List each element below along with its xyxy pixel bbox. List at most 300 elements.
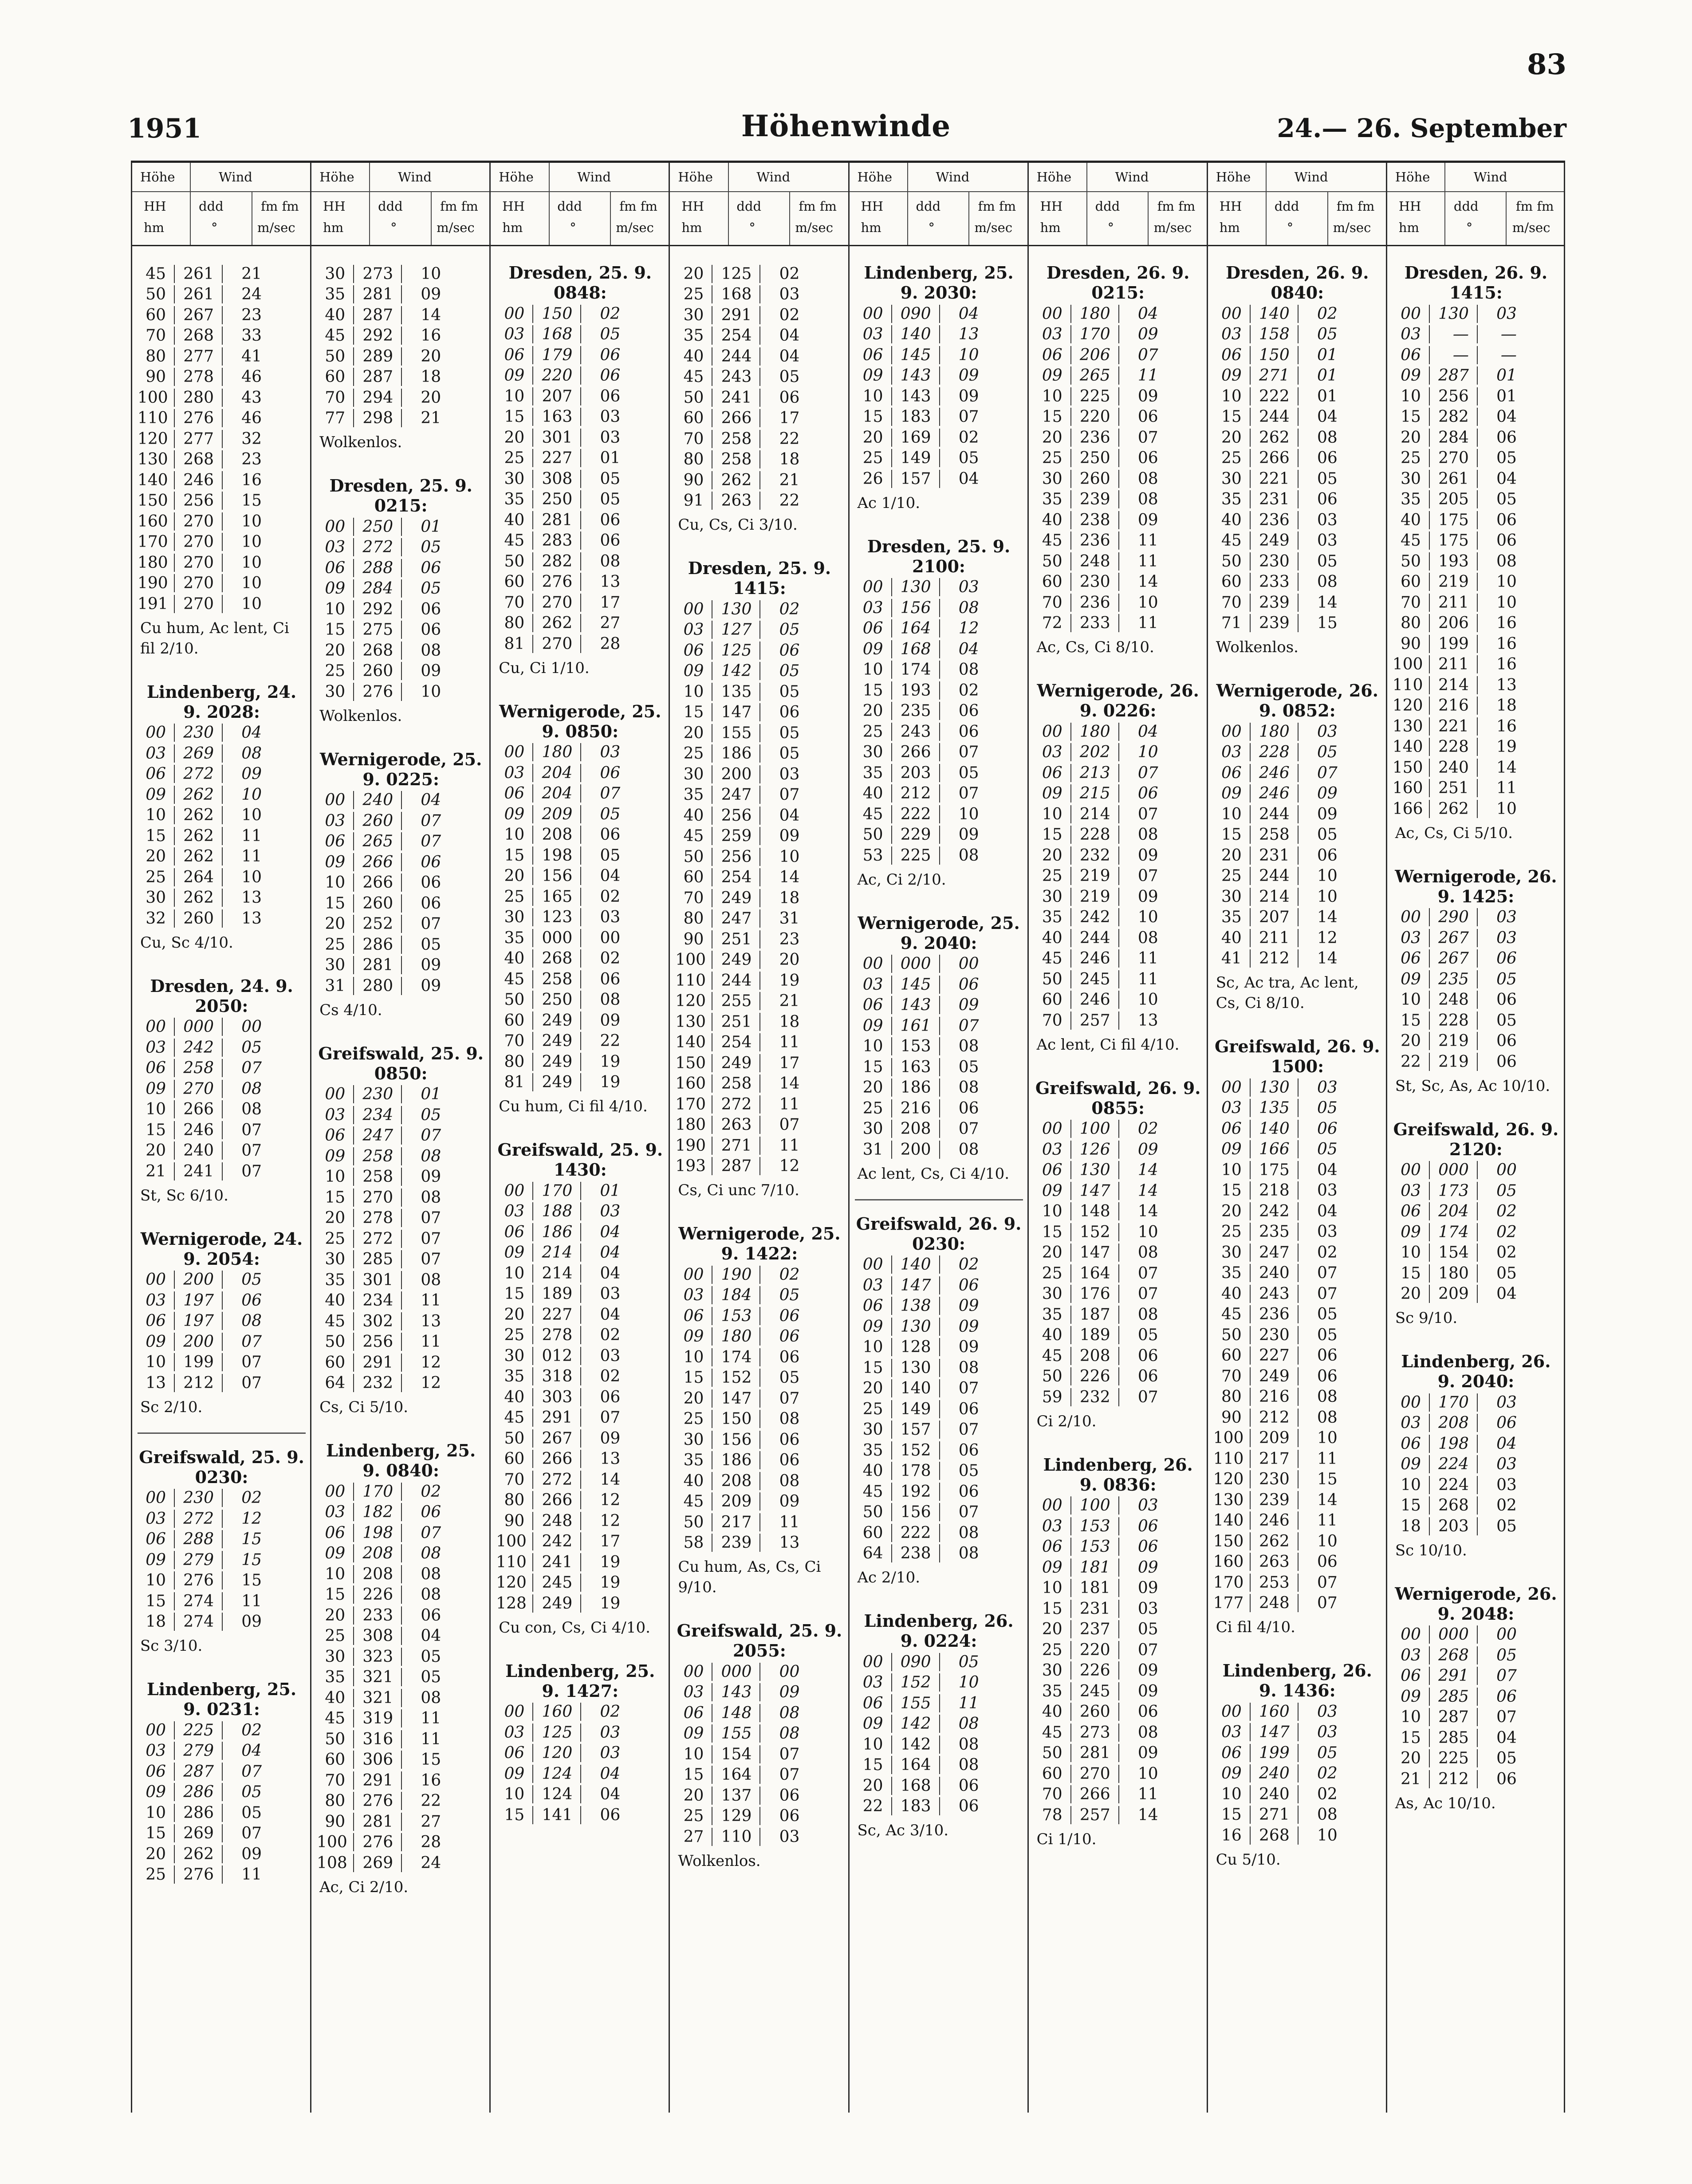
data-rows: [675, 1661, 843, 1847]
direction-cell: 233: [1250, 573, 1298, 591]
direction-cell: 270: [1429, 449, 1477, 467]
direction-cell: 124: [532, 1765, 580, 1783]
speed-cell: 16: [1477, 614, 1521, 632]
height-cell: 15: [504, 846, 525, 865]
table-row: [1213, 1325, 1381, 1346]
speed-cell: 06: [222, 1291, 266, 1310]
height-cell: 170: [1213, 1573, 1244, 1592]
direction-cell: 204: [1429, 1202, 1477, 1220]
speed-cell: 32: [222, 430, 266, 448]
height-cell: 15: [1401, 1728, 1421, 1747]
table-row: [496, 804, 664, 825]
height-cell: 60: [504, 573, 525, 591]
station-title: Dresden, 26. 9. 1415:: [1404, 263, 1548, 303]
direction-cell: 204: [532, 764, 580, 782]
direction-cell: 235: [891, 702, 939, 720]
direction-cell: 252: [353, 915, 401, 933]
speed-cell: 08: [1118, 826, 1163, 844]
speed-cell: 07: [1477, 1667, 1521, 1685]
data-rows: [317, 264, 485, 429]
table-row: [496, 1573, 664, 1594]
height-cell: 00: [146, 1721, 166, 1739]
height-cell: 30: [504, 469, 525, 488]
table-row: [138, 1270, 306, 1291]
speed-cell: 07: [222, 1374, 266, 1392]
data-rows: [496, 742, 664, 1093]
speed-cell: 06: [1298, 1553, 1342, 1571]
height-cell: 35: [683, 786, 704, 804]
header-label: °: [1287, 220, 1294, 235]
header-label: Wind: [1294, 169, 1328, 185]
station-title: Lindenberg, 25. 9. 0840:: [326, 1440, 476, 1480]
height-cell: 50: [146, 285, 166, 304]
height-cell: 25: [325, 935, 346, 954]
table-row: [1034, 1578, 1202, 1599]
table-row: [1393, 778, 1559, 799]
direction-cell: 251: [712, 1013, 759, 1031]
speed-cell: 07: [580, 784, 625, 803]
table-row: [855, 845, 1023, 866]
direction-cell: 260: [353, 812, 401, 830]
table-row: [496, 1702, 664, 1723]
table-row: [1213, 1201, 1381, 1222]
height-cell: 10: [146, 1571, 166, 1590]
direction-cell: 178: [891, 1462, 939, 1480]
speed-cell: 11: [1118, 552, 1163, 571]
table-row: [1393, 1263, 1559, 1284]
table-row: [317, 1585, 485, 1606]
direction-cell: 266: [174, 1100, 222, 1118]
height-cell: 15: [683, 1369, 704, 1387]
direction-cell: 227: [532, 449, 580, 467]
direction-cell: 149: [891, 449, 939, 467]
direction-cell: 250: [353, 518, 401, 536]
speed-cell: 05: [759, 724, 804, 742]
table-row: [317, 367, 485, 388]
direction-cell: 165: [532, 888, 580, 906]
speed-cell: 15: [222, 1530, 266, 1548]
direction-cell: 270: [353, 1188, 401, 1207]
direction-cell: 270: [174, 595, 222, 613]
speed-cell: 10: [1298, 867, 1342, 885]
direction-cell: 216: [1429, 697, 1477, 715]
height-cell: 10: [146, 1100, 166, 1119]
table-row: [675, 640, 843, 661]
table-row: [855, 1523, 1023, 1543]
speed-cell: 06: [1118, 1703, 1163, 1721]
table-row: [1213, 1304, 1381, 1325]
speed-cell: 02: [939, 429, 984, 447]
data-rows: [855, 1652, 1023, 1817]
header-label: ddd: [199, 199, 224, 214]
direction-cell: 208: [1070, 1347, 1118, 1365]
table-row: [317, 1291, 485, 1311]
speed-cell: 04: [1477, 1435, 1521, 1453]
direction-cell: 291: [1429, 1667, 1477, 1685]
speed-cell: 04: [401, 1627, 445, 1645]
height-cell: 10: [862, 661, 883, 679]
height-cell: 00: [1401, 908, 1421, 927]
direction-cell: 180: [532, 743, 580, 761]
direction-cell: 281: [532, 511, 580, 529]
direction-cell: 135: [712, 683, 759, 701]
table-row: [1393, 427, 1559, 448]
direction-cell: 285: [353, 1250, 401, 1268]
table-row: [855, 995, 1023, 1016]
table-row: [1034, 1160, 1202, 1181]
height-cell: 180: [138, 553, 168, 572]
direction-cell: 140: [1250, 1120, 1298, 1138]
direction-cell: 130: [1250, 1078, 1298, 1097]
direction-cell: 267: [532, 1429, 580, 1448]
speed-cell: 06: [1298, 490, 1342, 508]
height-cell: 03: [862, 598, 883, 617]
speed-cell: 04: [1477, 470, 1521, 488]
table-row: [855, 1693, 1023, 1714]
height-cell: 00: [862, 955, 883, 973]
table-row: [1393, 448, 1559, 469]
speed-cell: 09: [939, 1318, 984, 1336]
direction-cell: 279: [174, 1742, 222, 1760]
table-row: [675, 681, 843, 702]
speed-cell: 09: [939, 387, 984, 405]
cloud-note: Ci 1/10.: [1036, 1830, 1097, 1848]
direction-cell: 142: [712, 662, 759, 680]
table-row: [317, 914, 485, 935]
height-cell: 120: [138, 429, 168, 448]
height-cell: 35: [862, 1441, 883, 1460]
direction-cell: 225: [1429, 1749, 1477, 1767]
height-cell: 06: [504, 784, 525, 803]
direction-cell: 219: [1070, 888, 1118, 906]
table-row: [675, 1135, 843, 1156]
speed-cell: 01: [401, 518, 445, 536]
table-row: [138, 1720, 306, 1741]
direction-cell: 236: [1250, 511, 1298, 529]
height-cell: 15: [325, 1188, 346, 1207]
height-cell: 15: [1042, 826, 1062, 844]
direction-cell: 181: [1070, 1579, 1118, 1597]
speed-cell: 06: [759, 703, 804, 721]
direction-cell: 251: [712, 930, 759, 948]
cloud-note: Ci fil 4/10.: [1216, 1618, 1295, 1636]
speed-cell: 05: [1298, 1140, 1342, 1158]
speed-cell: 08: [580, 991, 625, 1009]
direction-cell: 260: [1070, 1703, 1118, 1721]
speed-cell: 07: [1118, 867, 1163, 885]
header-label: °: [1107, 220, 1114, 235]
direction-cell: 287: [353, 368, 401, 386]
height-cell: 00: [325, 791, 346, 810]
speed-cell: 03: [1118, 1496, 1163, 1515]
direction-cell: 155: [891, 1694, 939, 1712]
speed-cell: 05: [1477, 1182, 1521, 1200]
direction-cell: 209: [532, 805, 580, 823]
table-row: [1034, 1119, 1202, 1140]
station-title: Dresden, 25. 9. 0215:: [329, 476, 472, 516]
station-title: Wernigerode, 26. 9. 0852:: [1216, 681, 1378, 720]
height-cell: 50: [862, 826, 883, 844]
height-cell: 60: [1221, 573, 1242, 591]
height-cell: 40: [862, 784, 883, 803]
direction-cell: 227: [532, 1306, 580, 1324]
direction-cell: 246: [1070, 991, 1118, 1009]
speed-cell: 07: [759, 1766, 804, 1784]
height-cell: 45: [683, 1492, 704, 1511]
height-cell: 45: [1401, 531, 1421, 550]
speed-cell: 08: [939, 661, 984, 679]
table-row: [138, 573, 306, 594]
direction-cell: 220: [1070, 1641, 1118, 1659]
speed-cell: 06: [759, 1348, 804, 1366]
speed-cell: 08: [939, 599, 984, 617]
table-row: [138, 867, 306, 888]
direction-cell: 249: [532, 1011, 580, 1030]
height-cell: 30: [325, 1647, 346, 1666]
height-cell: 120: [1213, 1470, 1244, 1489]
table-row: [675, 1053, 843, 1074]
data-rows: [1393, 907, 1559, 1072]
direction-cell: 147: [1070, 1182, 1118, 1200]
direction-cell: 225: [174, 1721, 222, 1739]
height-cell: 150: [138, 492, 168, 510]
direction-cell: 140: [891, 325, 939, 343]
height-cell: 90: [146, 368, 166, 386]
height-cell: 15: [1401, 1264, 1421, 1283]
speed-cell: 05: [580, 325, 625, 343]
table-column: [848, 163, 1027, 2113]
direction-cell: 268: [174, 327, 222, 345]
height-cell: 00: [683, 1662, 704, 1681]
direction-cell: 183: [891, 408, 939, 426]
table-row: [1393, 1413, 1559, 1434]
direction-cell: 189: [532, 1285, 580, 1303]
table-row: [675, 1409, 843, 1430]
direction-cell: 270: [174, 1080, 222, 1098]
direction-cell: 298: [353, 409, 401, 427]
speed-cell: 04: [759, 807, 804, 825]
table-row: [855, 1734, 1023, 1755]
direction-cell: 260: [353, 662, 401, 680]
direction-cell: 153: [1070, 1517, 1118, 1535]
speed-cell: 08: [1298, 429, 1342, 447]
cloud-note: Cs, Ci 5/10.: [319, 1398, 409, 1416]
table-row: [1213, 1160, 1381, 1181]
height-cell: 50: [1042, 1367, 1062, 1386]
speed-cell: 13: [759, 1534, 804, 1552]
speed-cell: 16: [1477, 717, 1521, 736]
height-cell: 00: [1042, 1496, 1062, 1515]
data-rows: [1393, 1625, 1559, 1790]
direction-cell: 316: [353, 1730, 401, 1748]
speed-cell: 10: [1118, 743, 1163, 761]
table-column: [131, 163, 310, 2113]
table-row: [675, 744, 843, 764]
column-body: [670, 263, 848, 2113]
column-header: [1029, 163, 1207, 246]
speed-cell: 08: [759, 1410, 804, 1428]
cloud-note: Cs 4/10.: [319, 1001, 382, 1019]
speed-cell: 24: [222, 285, 266, 303]
direction-cell: 129: [712, 1807, 759, 1825]
direction-cell: 248: [1070, 552, 1118, 571]
direction-cell: 270: [174, 512, 222, 531]
direction-cell: 156: [891, 599, 939, 617]
station-title: Wernigerode, 24. 9. 2054:: [140, 1228, 303, 1269]
direction-cell: 262: [174, 889, 222, 907]
direction-cell: 164: [1070, 1264, 1118, 1283]
height-cell: 120: [496, 1574, 527, 1592]
table-row: [1034, 1743, 1202, 1764]
height-cell: 09: [146, 1550, 166, 1569]
table-row: [1393, 1243, 1559, 1263]
height-cell: 00: [146, 1271, 166, 1289]
speed-cell: 08: [1118, 929, 1163, 947]
header-label: m/sec: [1333, 220, 1371, 235]
cloud-note: Sc, Ac 3/10.: [857, 1822, 949, 1839]
table-row: [675, 1306, 843, 1326]
height-cell: 70: [146, 327, 166, 345]
speed-cell: 06: [1118, 1517, 1163, 1535]
direction-cell: 202: [1070, 743, 1118, 761]
height-cell: 03: [325, 1106, 346, 1124]
speed-cell: 21: [401, 409, 445, 427]
height-cell: 06: [1401, 949, 1421, 968]
direction-cell: 230: [1070, 573, 1118, 591]
header-divider: [1148, 192, 1149, 245]
table-row: [855, 1358, 1023, 1378]
direction-cell: 163: [532, 408, 580, 426]
header-divider: [610, 192, 611, 245]
direction-cell: 203: [1429, 1517, 1477, 1535]
direction-cell: 287: [1429, 1708, 1477, 1726]
height-cell: 60: [862, 1523, 883, 1542]
speed-cell: 06: [1118, 1347, 1163, 1365]
height-cell: 100: [675, 951, 706, 969]
station-block: [496, 701, 664, 1117]
table-row: [1034, 886, 1202, 907]
height-cell: 100: [1392, 655, 1423, 674]
table-row: [675, 702, 843, 723]
speed-cell: 06: [1118, 449, 1163, 467]
cloud-note: Cu hum, Ac lent, Ci fil 2/10.: [140, 619, 289, 657]
speed-cell: 09: [1118, 1682, 1163, 1700]
table-row: [1034, 783, 1202, 804]
direction-cell: 241: [174, 1162, 222, 1181]
table-row: [675, 1491, 843, 1512]
column-header: [1208, 163, 1386, 246]
height-cell: 25: [504, 449, 525, 468]
table-row: [675, 1724, 843, 1744]
direction-cell: 147: [712, 703, 759, 721]
table-row: [496, 763, 664, 783]
direction-cell: 212: [1250, 949, 1298, 968]
table-row: [1034, 407, 1202, 428]
height-cell: 15: [1042, 1223, 1062, 1241]
speed-cell: 14: [401, 306, 445, 324]
speed-cell: 14: [1118, 1182, 1163, 1200]
direction-cell: 244: [1250, 805, 1298, 823]
table-row: [317, 1311, 485, 1332]
speed-cell: 14: [1118, 1202, 1163, 1220]
table-row: [855, 1098, 1023, 1119]
header-label: Höhe: [499, 169, 534, 185]
table-row: [855, 1378, 1023, 1399]
direction-cell: 239: [1250, 614, 1298, 632]
speed-cell: 13: [222, 889, 266, 907]
station-title: Dresden, 26. 9. 0215:: [1046, 263, 1190, 303]
direction-cell: 256: [174, 492, 222, 510]
table-row: [1393, 1686, 1559, 1707]
direction-cell: 143: [891, 996, 939, 1014]
table-row: [1393, 468, 1559, 489]
direction-cell: 262: [1250, 429, 1298, 447]
speed-cell: 11: [222, 827, 266, 845]
table-row: [496, 1449, 664, 1470]
direction-cell: 266: [353, 874, 401, 892]
direction-cell: 216: [1250, 1388, 1298, 1406]
speed-cell: 06: [1477, 1414, 1521, 1432]
speed-cell: 05: [1477, 1749, 1521, 1767]
direction-cell: 148: [712, 1704, 759, 1722]
height-cell: 77: [325, 409, 346, 428]
direction-cell: 271: [712, 1137, 759, 1155]
speed-cell: 06: [1118, 1538, 1163, 1556]
speed-cell: 05: [1298, 743, 1342, 761]
speed-cell: 02: [1298, 1785, 1342, 1803]
height-cell: 35: [1221, 1264, 1242, 1283]
direction-cell: 234: [353, 1106, 401, 1124]
height-cell: 10: [146, 806, 166, 825]
speed-cell: 07: [401, 1230, 445, 1248]
height-cell: 00: [862, 1653, 883, 1671]
height-cell: 03: [862, 1673, 883, 1692]
speed-cell: 10: [222, 554, 266, 572]
speed-cell: 08: [939, 1078, 984, 1097]
table-row: [317, 852, 485, 873]
speed-cell: 03: [759, 765, 804, 783]
direction-cell: 276: [174, 1865, 222, 1884]
table-row: [855, 1275, 1023, 1296]
speed-cell: 10: [759, 848, 804, 866]
speed-cell: 04: [401, 791, 445, 809]
table-row: [496, 1366, 664, 1387]
speed-cell: 10: [401, 265, 445, 283]
station-block: [1034, 263, 1202, 657]
direction-cell: 244: [712, 347, 759, 366]
speed-cell: 05: [580, 805, 625, 823]
direction-cell: 183: [891, 1797, 939, 1815]
speed-cell: 08: [759, 1724, 804, 1743]
height-cell: 03: [1401, 1181, 1421, 1200]
speed-cell: 05: [1477, 970, 1521, 988]
height-cell: 80: [504, 614, 525, 633]
speed-cell: 10: [1118, 594, 1163, 612]
column-body: [132, 263, 310, 2113]
height-cell: 15: [146, 1592, 166, 1610]
direction-cell: 284: [353, 579, 401, 598]
speed-cell: 14: [1298, 594, 1342, 612]
height-cell: 00: [504, 743, 525, 762]
table-row: [1034, 1619, 1202, 1640]
table-row: [855, 1399, 1023, 1420]
table-row: [1034, 1516, 1202, 1537]
speed-cell: 11: [222, 847, 266, 866]
table-row: [317, 1187, 485, 1208]
direction-cell: 157: [891, 470, 939, 488]
table-row: [1213, 489, 1381, 510]
station-block: [1034, 681, 1202, 1055]
